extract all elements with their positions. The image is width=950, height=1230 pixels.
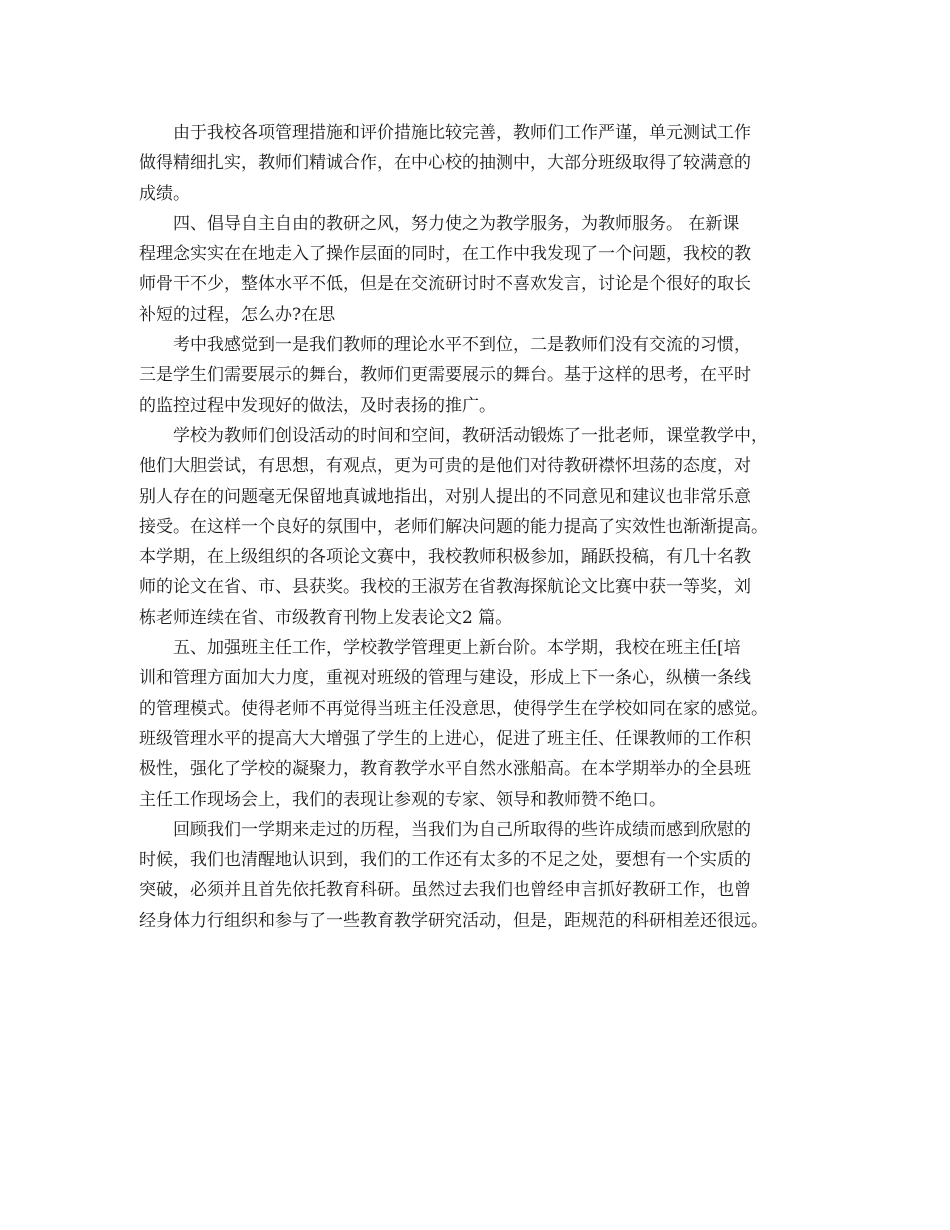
paragraph-5-line-4: 班级管理水平的提高大大增强了学生的上进心，促进了班主任、任课教师的工作积 <box>139 728 751 749</box>
paragraph-4-line-2: 他们大胆尝试，有思想，有观点，更为可贵的是他们对待教研襟怀坦荡的态度，对 <box>139 456 751 477</box>
paragraph-4-line-1: 学校为教师们创设活动的时间和空间，教研活动锻炼了一批老师，课堂教学中， <box>173 425 768 446</box>
paragraph-4-line-7: 栋老师连续在省、市级教育刊物上发表论文2 篇。 <box>139 607 513 628</box>
paragraph-3-line-2: 三是学生们需要展示的舞台，教师们更需要展示的舞台。基于这样的思考，在平时 <box>139 365 751 386</box>
paragraph-2-line-1: 四、倡导自主自由的教研之风，努力使之为教学服务，为教师服务。 在新课 <box>173 213 740 234</box>
document-body <box>139 118 819 936</box>
paragraph-4-line-5: 本学期，在上级组织的各项论文赛中，我校教师积极参加，踊跃投稿，有几十名教 <box>139 547 751 568</box>
paragraph-3-line-1: 考中我感觉到一是我们教师的理论水平不到位，二是教师们没有交流的习惯， <box>173 335 751 356</box>
paragraph-4-line-6: 师的论文在省、市、县获奖。我校的王淑芳在省教海探航论文比赛中获一等奖，刘 <box>139 577 751 598</box>
paragraph-2-line-3: 师骨干不少，整体水平不低，但是在交流研讨时不喜欢发言，讨论是个很好的取长 <box>139 274 751 295</box>
paragraph-4-line-3: 别人存在的问题毫无保留地真诚地指出，对别人提出的不同意见和建议也非常乐意 <box>139 486 751 507</box>
paragraph-6-line-4: 经身体力行组织和参与了一些教育教学研究活动，但是，距规范的科研相差还很远。 <box>139 910 768 931</box>
paragraph-4-line-4: 接受。在这样一个良好的氛围中，老师们解决问题的能力提高了实效性也渐渐提高。 <box>139 516 768 537</box>
paragraph-1-line-2: 做得精细扎实，教师们精诚合作，在中心校的抽测中，大部分班级取得了较满意的 <box>139 153 751 174</box>
paragraph-2-line-4: 补短的过程，怎么办?在思 <box>139 304 336 325</box>
paragraph-5-line-6: 主任工作现场会上，我们的表现让参观的专家、领导和教师赞不绝口。 <box>139 789 666 810</box>
paragraph-5-line-1: 五、加强班主任工作，学校教学管理更上新台阶。本学期，我校在班主任[培 <box>173 638 741 659</box>
paragraph-3-line-3: 的监控过程中发现好的做法，及时表扬的推广。 <box>139 395 496 416</box>
paragraph-6-line-3: 突破，必须并且首先依托教育科研。虽然过去我们也曾经申言抓好教研工作，也曾 <box>139 880 751 901</box>
paragraph-6-line-1: 回顾我们一学期来走过的历程，当我们为自己所取得的些许成绩而感到欣慰的 <box>173 819 751 840</box>
paragraph-1-line-1: 由于我校各项管理措施和评价措施比较完善，教师们工作严谨，单元测试工作 <box>173 123 751 143</box>
paragraph-1-line-3: 成绩。 <box>139 183 190 204</box>
paragraph-5-line-3: 的管理模式。使得老师不再觉得当班主任没意思，使得学生在学校如同在家的感觉。 <box>139 698 768 719</box>
paragraph-2-line-2: 程理念实实在在地走入了操作层面的同时，在工作中我发现了一个问题，我校的教 <box>139 244 751 265</box>
paragraph-5-line-5: 极性，强化了学校的凝聚力，教育教学水平自然水涨船高。在本学期举办的全县班 <box>139 759 751 780</box>
paragraph-6-line-2: 时候，我们也清醒地认识到，我们的工作还有太多的不足之处，要想有一个实质的 <box>139 850 751 871</box>
paragraph-5-line-2: 训和管理方面加大力度，重视对班级的管理与建设，形成上下一条心，纵横一条线 <box>139 668 751 689</box>
